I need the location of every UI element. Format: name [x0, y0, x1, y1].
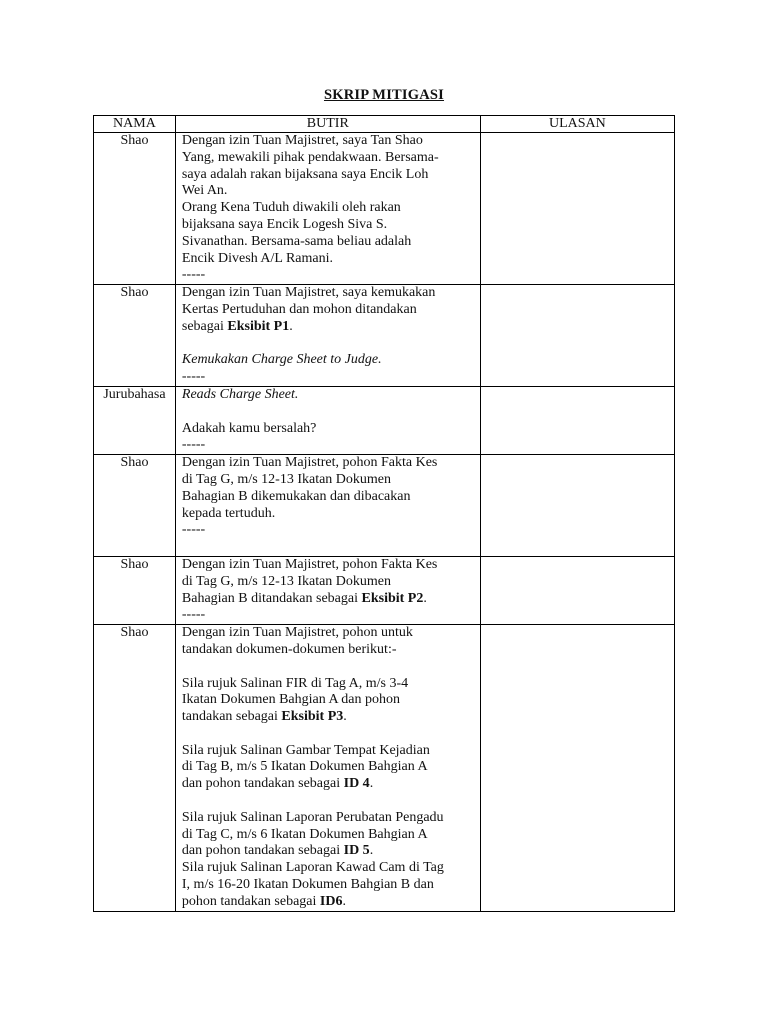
punctuation: . — [289, 318, 293, 334]
table-row — [94, 455, 675, 557]
content-line: Sivanathan. Bersama-sama beliau adalah — [181, 233, 412, 249]
content-line: di Tag G, m/s 12-13 Ikatan Dokumen — [181, 471, 392, 487]
content-line: Sila rujuk Salinan FIR di Tag A, m/s 3-4 — [181, 675, 409, 691]
content-line — [182, 319, 478, 336]
table-row — [94, 625, 675, 912]
content-line: Wei An. — [181, 183, 228, 199]
blank-line — [182, 336, 478, 353]
row-ulasan — [480, 386, 674, 454]
content-line: saya adalah rakan bijaksana saya Encik Loh — [181, 166, 429, 182]
row-content — [175, 625, 480, 912]
content-line: Sila rujuk Salinan Laporan Kawad Cam di Tag — [181, 860, 444, 876]
content-text: pohon tandakan sebagai — [181, 893, 320, 909]
row-ulasan — [480, 625, 674, 912]
header-butir: BUTIR — [175, 116, 480, 133]
blank-line — [182, 539, 478, 556]
content-text: dan pohon tandakan sebagai — [181, 776, 344, 792]
blank-line — [182, 793, 478, 810]
content-line: tandakan dokumen-dokumen berikut:- — [181, 641, 397, 657]
content-line: Sila rujuk Salinan Laporan Perubatan Pengadu — [181, 809, 444, 825]
table-header-row — [94, 116, 675, 133]
content-line: Encik Divesh A/L Ramani. — [181, 250, 334, 266]
stage-direction: Kemukakan Charge Sheet to Judge. — [181, 352, 382, 368]
row-speaker: Shao — [94, 285, 176, 387]
exhibit-label: Eksibit P1 — [227, 318, 290, 334]
content-line: Adakah kamu bersalah? — [181, 420, 317, 436]
separator-dashes: ----- — [181, 437, 206, 453]
content-line: di Tag G, m/s 12-13 Ikatan Dokumen — [181, 573, 392, 589]
header-nama: NAMA — [94, 116, 176, 133]
content-line — [182, 352, 478, 369]
row-content — [175, 455, 480, 557]
exhibit-label: ID6 — [319, 893, 343, 909]
table-row — [94, 133, 675, 285]
content-line — [182, 843, 478, 860]
content-line: Dengan izin Tuan Majistret, pohon Fakta Kes — [181, 556, 438, 572]
content-line: di Tag C, m/s 6 Ikatan Dokumen Bahgian A — [181, 826, 428, 842]
row-speaker: Shao — [94, 133, 176, 285]
exhibit-label: ID 5 — [343, 843, 370, 859]
content-text: tandakan sebagai — [181, 709, 282, 725]
separator-dashes: ----- — [181, 607, 206, 623]
content-text: Bahagian B ditandakan sebagai — [181, 590, 362, 606]
row-content — [175, 133, 480, 285]
punctuation: . — [423, 590, 427, 606]
exhibit-label: ID 4 — [343, 776, 370, 792]
content-line: kepada tertuduh. — [181, 505, 276, 521]
punctuation: . — [342, 893, 346, 909]
row-content — [175, 556, 480, 624]
document-title: SKRIP MITIGASI — [323, 87, 445, 103]
content-line: Bahagian B dikemukakan dan dibacakan — [181, 488, 411, 504]
content-line: bijaksana saya Encik Logesh Siva S. — [181, 216, 388, 232]
separator-dashes: ----- — [181, 369, 206, 385]
punctuation: . — [343, 709, 347, 725]
exhibit-label: Eksibit P3 — [281, 709, 344, 725]
table-row — [94, 556, 675, 624]
blank-line — [182, 659, 478, 676]
content-line: Yang, mewakili pihak pendakwaan. Bersama- — [181, 149, 439, 165]
row-ulasan — [480, 556, 674, 624]
punctuation: . — [369, 776, 374, 792]
row-ulasan — [480, 455, 674, 557]
content-line — [182, 387, 478, 404]
row-ulasan — [480, 133, 674, 285]
row-ulasan — [480, 285, 674, 387]
header-ulasan: ULASAN — [480, 116, 674, 133]
punctuation: . — [369, 843, 374, 859]
content-line — [182, 776, 478, 793]
separator-dashes: ----- — [181, 522, 206, 538]
row-speaker: Jurubahasa — [94, 386, 176, 454]
stage-direction: Reads Charge Sheet. — [181, 386, 299, 402]
content-line: Dengan izin Tuan Majistret, pohon untuk — [181, 625, 413, 641]
row-speaker: Shao — [94, 455, 176, 557]
content-line: Orang Kena Tuduh diwakili oleh rakan — [181, 200, 401, 216]
row-speaker: Shao — [94, 625, 176, 912]
content-text: sebagai — [181, 318, 228, 334]
content-line: Dengan izin Tuan Majistret, pohon Fakta Kes — [181, 455, 438, 471]
row-content — [175, 386, 480, 454]
content-line: Kertas Pertuduhan dan mohon ditandakan — [181, 301, 417, 317]
content-line — [182, 709, 478, 726]
blank-line — [182, 404, 478, 421]
content-line — [182, 591, 478, 608]
blank-line — [182, 726, 478, 743]
row-content — [175, 285, 480, 387]
exhibit-label: Eksibit P2 — [361, 590, 424, 606]
content-line: Ikatan Dokumen Bahgian A dan pohon — [181, 692, 401, 708]
content-line: I, m/s 16-20 Ikatan Dokumen Bahgian B dan — [181, 877, 434, 893]
separator-dashes: ----- — [181, 267, 206, 283]
content-line: Dengan izin Tuan Majistret, saya kemukakan — [181, 285, 436, 301]
table-row — [94, 386, 675, 454]
row-speaker: Shao — [94, 556, 176, 624]
content-line: Sila rujuk Salinan Gambar Tempat Kejadian — [181, 742, 430, 758]
content-line: Dengan izin Tuan Majistret, saya Tan Shao — [181, 133, 423, 148]
table-row — [94, 285, 675, 387]
content-line: di Tag B, m/s 5 Ikatan Dokumen Bahgian A — [181, 759, 428, 775]
mitigation-script-table — [93, 115, 675, 912]
content-line — [182, 894, 478, 911]
content-text: dan pohon tandakan sebagai — [181, 843, 344, 859]
